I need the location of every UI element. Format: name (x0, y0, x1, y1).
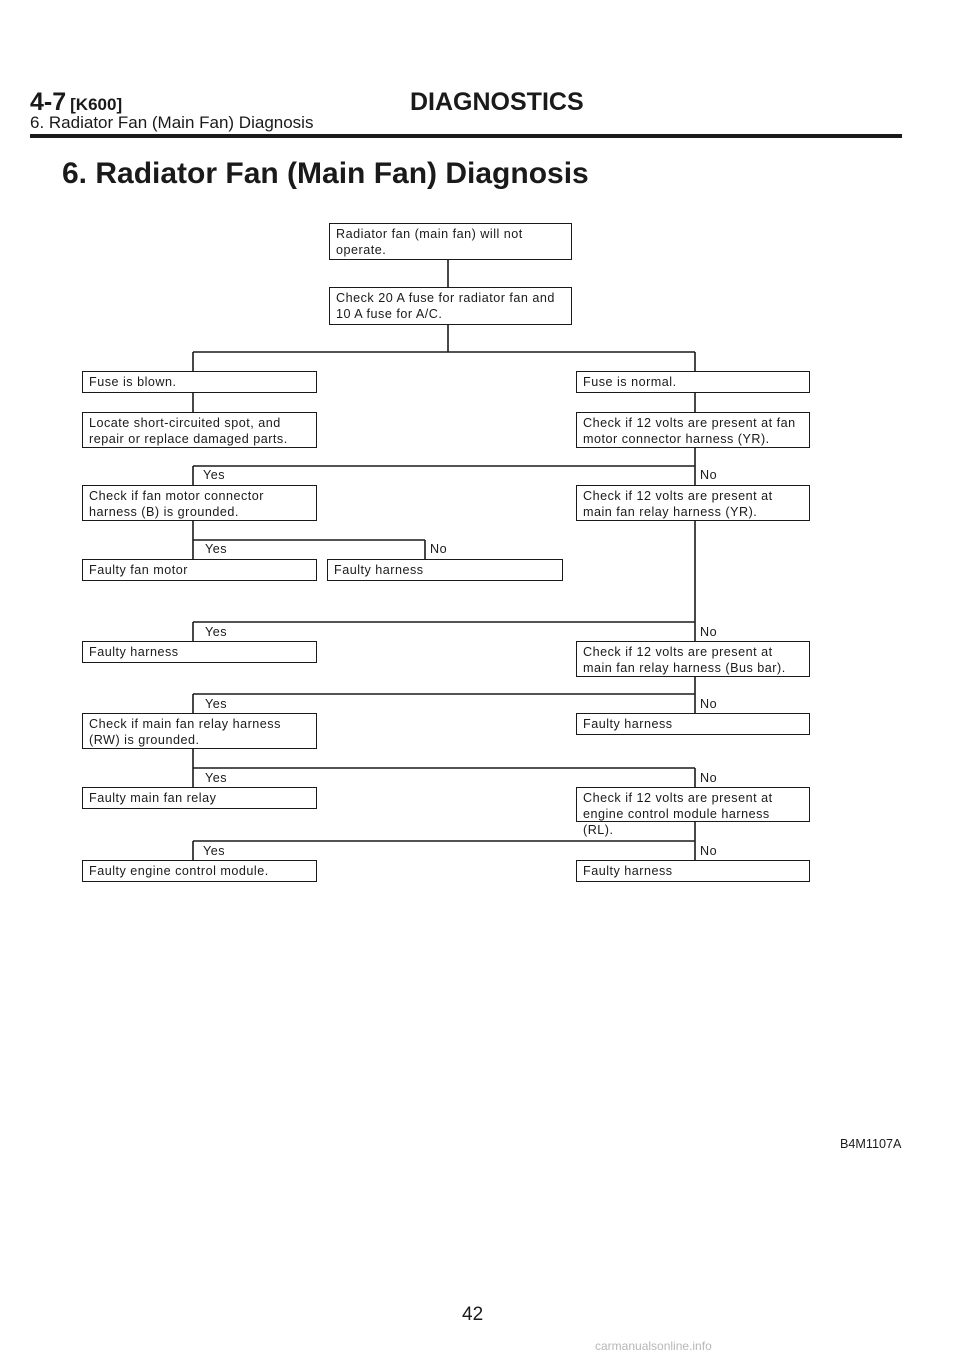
yes-label: Yes (203, 468, 226, 482)
locate-short-box: Locate short-circuited spot, and repair or replace damaged parts. (82, 412, 317, 448)
faulty-harness-box: Faulty harness (576, 860, 810, 882)
check-fan-motor-b-box: Check if fan motor connector harness (B) is grounded. (82, 485, 317, 521)
header-title: DIAGNOSTICS (410, 88, 584, 116)
fuse-blown-box: Fuse is blown. (82, 371, 317, 393)
faulty-harness-box: Faulty harness (576, 713, 810, 735)
no-label: No (700, 468, 718, 482)
check-bus-bar-box: Check if 12 volts are present at main fan relay harness (Bus bar). (576, 641, 810, 677)
yes-label: Yes (205, 697, 228, 711)
no-label: No (700, 625, 718, 639)
faulty-main-fan-relay-box: Faulty main fan relay (82, 787, 317, 809)
check-rw-grounded-box: Check if main fan relay harness (RW) is grounded. (82, 713, 317, 749)
no-label: No (700, 844, 718, 858)
fuse-normal-box: Fuse is normal. (576, 371, 810, 393)
section-ref: [K600] (70, 95, 123, 114)
start-box: Radiator fan (main fan) will not operate. (329, 223, 572, 260)
faulty-ecm-box: Faulty engine control module. (82, 860, 317, 882)
page-number: 42 (462, 1304, 484, 1325)
footer-watermark: carmanualsonline.info (595, 1339, 712, 1353)
faulty-harness-box: Faulty harness (82, 641, 317, 663)
section-code: 4-7 [K600] (30, 88, 123, 116)
no-label: No (700, 771, 718, 785)
no-label: No (700, 697, 718, 711)
yes-label: Yes (203, 844, 226, 858)
header-subtitle: 6. Radiator Fan (Main Fan) Diagnosis (30, 113, 314, 132)
yes-label: Yes (205, 771, 228, 785)
faulty-harness-box: Faulty harness (327, 559, 563, 581)
page-title: 6. Radiator Fan (Main Fan) Diagnosis (62, 157, 589, 190)
check-main-relay-yr-box: Check if 12 volts are present at main fan relay harness (YR). (576, 485, 810, 521)
check-fan-motor-yr-box: Check if 12 volts are present at fan motor connector harness (YR). (576, 412, 810, 448)
yes-label: Yes (205, 542, 228, 556)
faulty-fan-motor-box: Faulty fan motor (82, 559, 317, 581)
fuse-check-box: Check 20 A fuse for radiator fan and 10 A fuse for A/C. (329, 287, 572, 325)
yes-label: Yes (205, 625, 228, 639)
check-ecm-rl-box: Check if 12 volts are present at engine control module harness (RL). (576, 787, 810, 822)
figure-id: B4M1107A (840, 1137, 902, 1151)
no-label: No (430, 542, 448, 556)
